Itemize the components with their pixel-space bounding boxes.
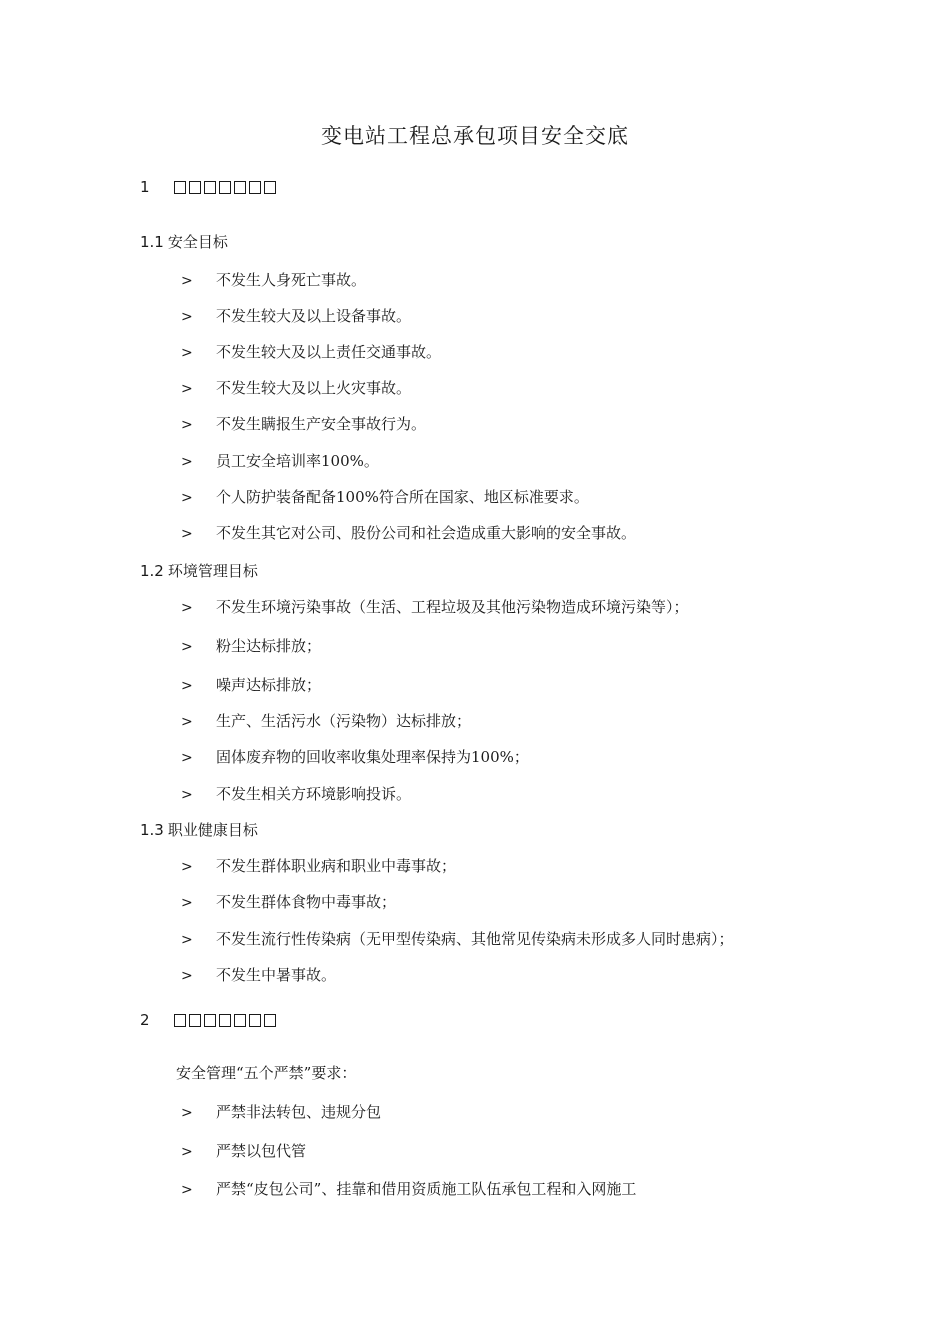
list-item: > 不发生群体职业病和职业中毒事故； xyxy=(181,857,457,875)
section-1-heading xyxy=(140,178,276,196)
document-title: 变电站工程总承包项目安全交底 xyxy=(321,124,629,148)
list-item: > 不发生较大及以上火灾事故。 xyxy=(181,379,412,397)
list-item: > 不发生瞒报生产安全事故行为。 xyxy=(181,415,427,433)
section-2-missing-glyphs xyxy=(174,1014,276,1027)
list-item: > 生产、生活污水（污染物）达标排放； xyxy=(181,712,472,730)
list-item: > 不发生流行性传染病（无甲型传染病、其他常见传染病未形成多人同时患病）； xyxy=(181,930,734,948)
subsection-1-1-heading: 1.1 安全目标 xyxy=(140,233,228,251)
section-2-intro: 安全管理“五个严禁”要求： xyxy=(176,1064,357,1082)
list-item: > 严禁以包代管 xyxy=(181,1142,307,1160)
list-item: > 严禁非法转包、违规分包 xyxy=(181,1103,382,1121)
section-2-number: 2 xyxy=(140,1011,150,1029)
list-item: > 不发生中暑事故。 xyxy=(181,966,337,984)
list-item: > 不发生其它对公司、股份公司和社会造成重大影响的安全事故。 xyxy=(181,524,637,542)
list-item: > 不发生群体食物中毒事故； xyxy=(181,893,397,911)
list-item: > 固体废弃物的回收率收集处理率保持为100%； xyxy=(181,748,529,766)
list-item: > 不发生环境污染事故（生活、工程垃圾及其他污染物造成环境污染等）； xyxy=(181,598,689,616)
list-item: > 粉尘达标排放； xyxy=(181,637,322,655)
list-item: > 不发生人身死亡事故。 xyxy=(181,271,367,289)
list-item: > 不发生较大及以上责任交通事故。 xyxy=(181,343,442,361)
list-item: > 严禁“皮包公司”、挂靠和借用资质施工队伍承包工程和入网施工 xyxy=(181,1180,637,1198)
list-item: > 个人防护装备配备100%符合所在国家、地区标准要求。 xyxy=(181,488,589,506)
list-item: > 不发生较大及以上设备事故。 xyxy=(181,307,412,325)
subsection-1-3-heading: 1.3 职业健康目标 xyxy=(140,821,258,839)
list-item: > 不发生相关方环境影响投诉。 xyxy=(181,785,412,803)
section-1-number: 1 xyxy=(140,178,150,196)
list-item: > 员工安全培训率100%。 xyxy=(181,452,379,470)
subsection-1-2-heading: 1.2 环境管理目标 xyxy=(140,562,258,580)
list-item: > 噪声达标排放； xyxy=(181,676,322,694)
section-1-missing-glyphs xyxy=(174,181,276,194)
section-2-heading xyxy=(140,1011,276,1029)
